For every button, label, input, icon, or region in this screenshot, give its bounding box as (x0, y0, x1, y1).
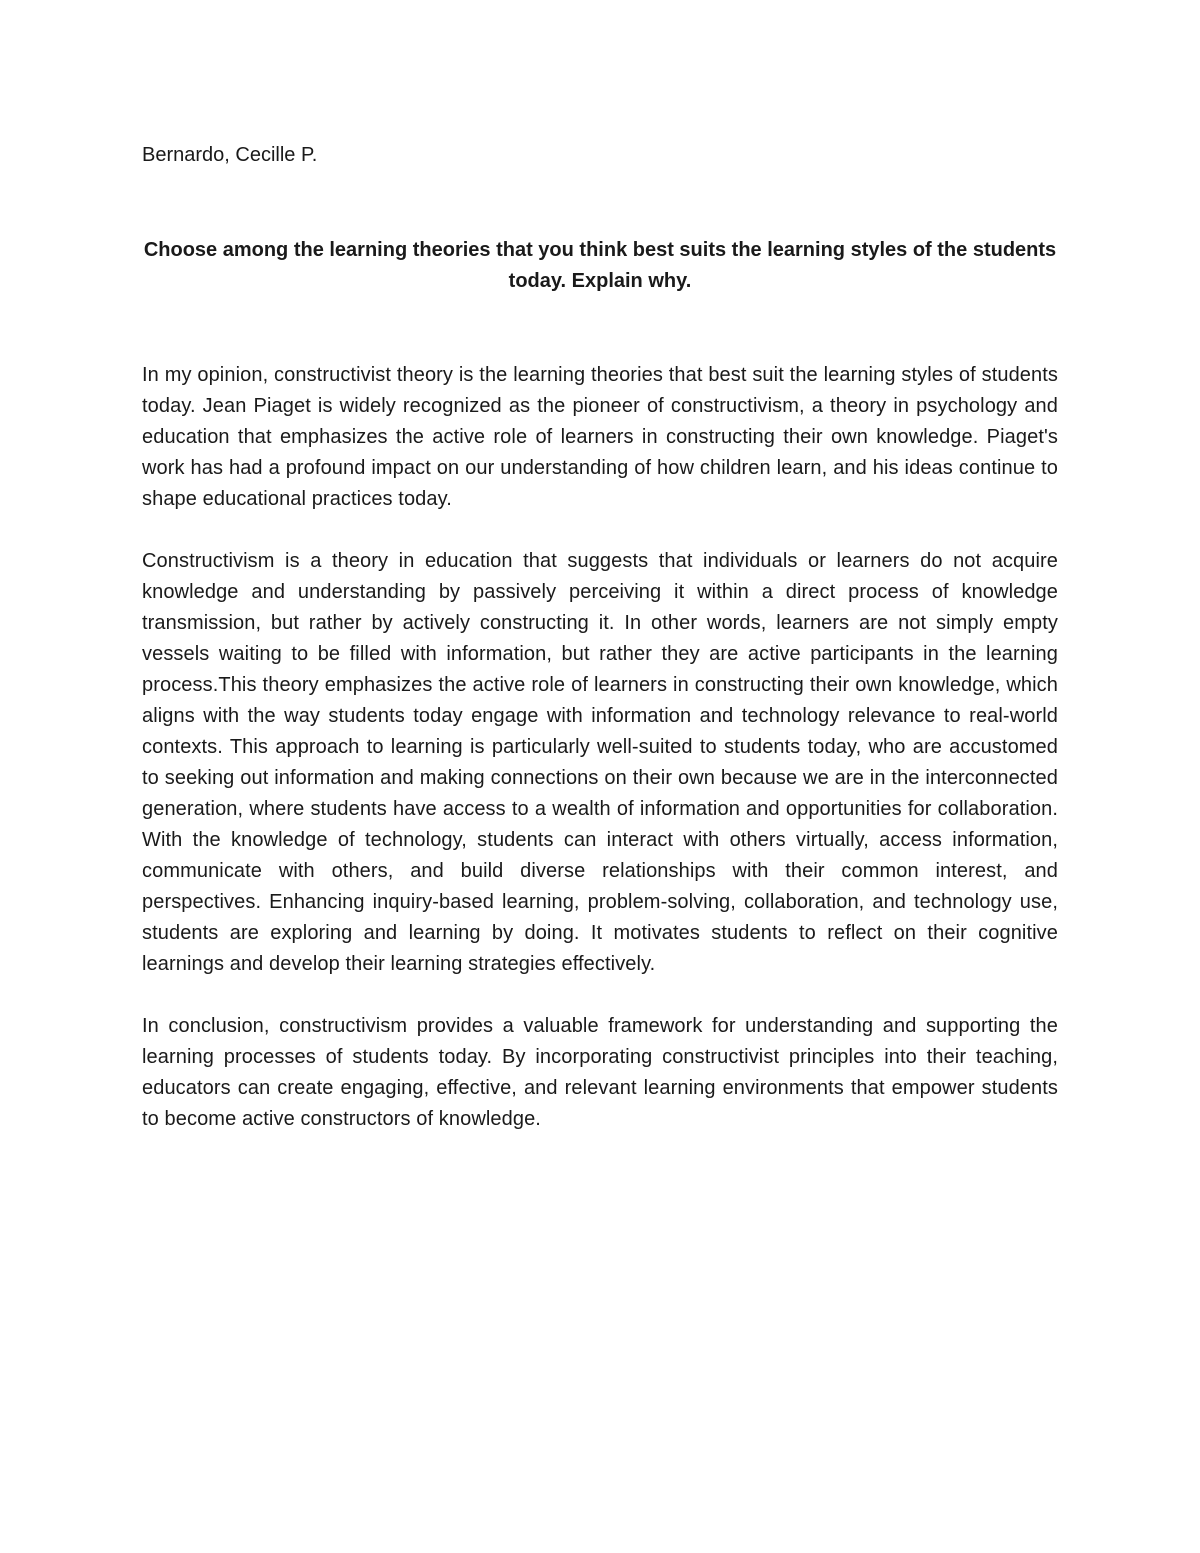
document-content (142, 140, 1058, 1135)
author-name: Bernardo, Cecille P. (142, 144, 318, 166)
essay-question: Choose among the learning theories that you think best suits the learning styles of the students today. Explain why. (143, 239, 1057, 292)
paragraph-intro: In my opinion, constructivist theory is the learning theories that best suit the learning styles of students today. Jean Piaget is widely recognized as the pioneer of constructivism, a theory in psychology and education that emphasizes the active role of learners in constructing their own knowledge. Piaget's work has had a profound impact on our understanding of how children learn, and his ideas continue to shape educational practices today. (142, 364, 1058, 510)
paragraph-body: Constructivism is a theory in education that suggests that individuals or learners do not acquire knowledge and understanding by passively perceiving it within a direct process of knowledge transmission, but rather by actively constructing it. In other words, learners are not simply empty vessels waiting to be filled with information, but rather they are active participants in the learning process.This theory emphasizes the active role of learners in constructing their own knowledge, which aligns with the way students today engage with information and technology relevance to real-world contexts. This approach to learning is particularly well-suited to students today, who are accustomed to seeking out information and making connections on their own because we are in the interconnected generation, where students have access to a wealth of information and opportunities for collaboration. With the knowledge of technology, students can interact with others virtually, access information, communicate with others, and build diverse relationships with their common interest, and perspectives. Enhancing inquiry-based learning, problem-solving, collaboration, and technology use, students are exploring and learning by doing. It motivates students to reflect on their cognitive learnings and develop their learning strategies effectively. (142, 550, 1058, 975)
paragraph-conclusion: In conclusion, constructivism provides a valuable framework for understanding and supporting the learning processes of students today. By incorporating constructivist principles into their teaching, educators can create engaging, effective, and relevant learning environments that empower students to become active constructors of knowledge. (142, 1015, 1058, 1130)
